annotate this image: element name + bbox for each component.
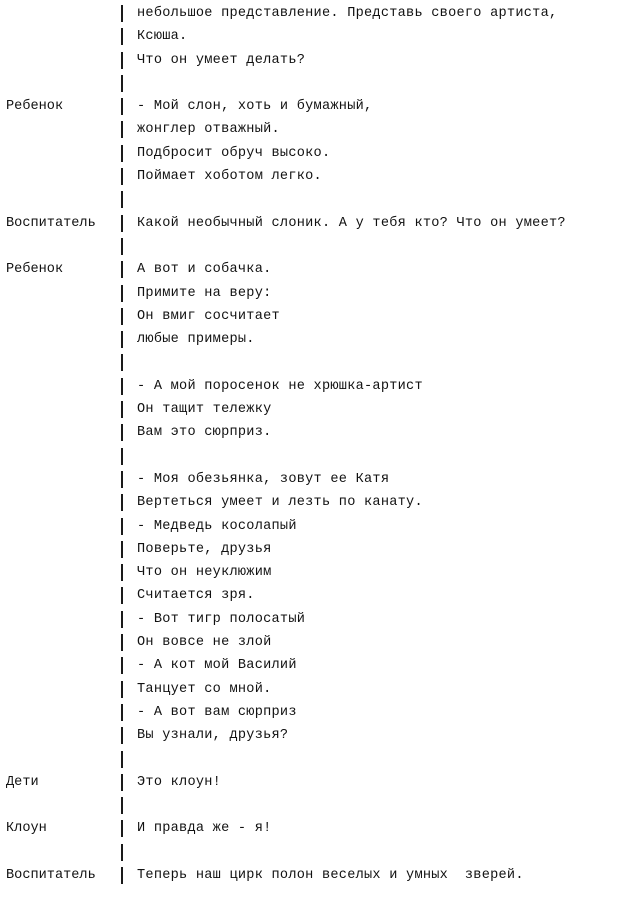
script-line: [0, 72, 624, 95]
speaker-label: Ребенок: [6, 99, 64, 115]
column-divider: [121, 844, 123, 861]
line-text: Вы узнали, друзья?: [137, 728, 289, 744]
script-line: [0, 375, 624, 398]
line-text: Это клоун!: [137, 774, 222, 790]
column-divider: [121, 354, 123, 371]
column-divider: [121, 587, 123, 604]
line-text: И правда же - я!: [137, 821, 272, 837]
script-page: [0, 2, 624, 887]
column-divider: [121, 308, 123, 325]
script-line: [0, 421, 624, 444]
line-text: - Моя обезьянка, зовут ее Катя: [137, 471, 390, 487]
column-divider: [121, 424, 123, 441]
column-divider: [121, 145, 123, 162]
script-line: [0, 701, 624, 724]
script-line: [0, 235, 624, 258]
script-line: [0, 165, 624, 188]
speaker-label: Клоун: [6, 821, 47, 837]
line-text: Ксюша.: [137, 29, 188, 45]
line-text: небольшое представление. Представь своего артиста,: [137, 6, 558, 21]
line-text: Какой необычный слоник. А у тебя кто? Что он умеет?: [137, 215, 566, 231]
script-line: [0, 608, 624, 631]
script-line: [0, 724, 624, 747]
script-line: [0, 25, 624, 48]
script-line: [0, 631, 624, 654]
script-line: [0, 328, 624, 351]
script-line: [0, 584, 624, 607]
column-divider: [121, 820, 123, 837]
line-text: Считается зря.: [137, 588, 255, 604]
column-divider: [121, 75, 123, 92]
column-divider: [121, 52, 123, 69]
column-divider: [121, 215, 123, 232]
column-divider: [121, 867, 123, 884]
line-text: Что он умеет делать?: [137, 52, 306, 68]
line-text: любые примеры.: [137, 332, 255, 348]
script-line: [0, 351, 624, 374]
column-divider: [121, 378, 123, 395]
line-text: Вертеться умеет и лезть по канату.: [137, 495, 423, 511]
speaker-label: Воспитатель: [6, 215, 96, 231]
line-text: Поверьте, друзья: [137, 541, 272, 557]
column-divider: [121, 121, 123, 138]
script-line: [0, 678, 624, 701]
column-divider: [121, 657, 123, 674]
script-line: [0, 468, 624, 491]
speaker-label: Воспитатель: [6, 867, 96, 883]
script-line: [0, 305, 624, 328]
script-line: [0, 841, 624, 864]
line-text: Танцует со мной.: [137, 681, 272, 697]
line-text: жонглер отважный.: [137, 122, 280, 138]
script-line: [0, 748, 624, 771]
column-divider: [121, 797, 123, 814]
line-text: - А кот мой Василий: [137, 658, 297, 674]
line-text: - А мой поросенок не хрюшка-артист: [137, 378, 423, 394]
column-divider: [121, 727, 123, 744]
script-line: [0, 212, 624, 235]
column-divider: [121, 331, 123, 348]
column-divider: [121, 261, 123, 278]
column-divider: [121, 168, 123, 185]
column-divider: [121, 285, 123, 302]
script-line: [0, 282, 624, 305]
column-divider: [121, 191, 123, 208]
column-divider: [121, 634, 123, 651]
column-divider: [121, 5, 123, 22]
line-text: Он вовсе не злой: [137, 635, 272, 651]
speaker-label: Дети: [6, 774, 39, 790]
line-text: Примите на веру:: [137, 285, 272, 301]
line-text: Он тащит тележку: [137, 402, 272, 418]
line-text: Что он неуклюжим: [137, 565, 272, 581]
script-line: [0, 398, 624, 421]
column-divider: [121, 471, 123, 488]
script-line: [0, 2, 624, 25]
script-line: [0, 794, 624, 817]
script-line: [0, 142, 624, 165]
line-text: А вот и собачка.: [137, 262, 272, 278]
script-line: [0, 188, 624, 211]
speaker-label: Ребенок: [6, 262, 64, 278]
script-line: [0, 445, 624, 468]
column-divider: [121, 494, 123, 511]
column-divider: [121, 774, 123, 791]
line-text: - Медведь косолапый: [137, 518, 297, 534]
line-text: Теперь наш цирк полон веселых и умных зверей.: [137, 867, 524, 883]
script-line: [0, 654, 624, 677]
script-line: [0, 95, 624, 118]
column-divider: [121, 448, 123, 465]
line-text: Подбросит обруч высоко.: [137, 145, 331, 161]
script-line: [0, 561, 624, 584]
script-line: [0, 118, 624, 141]
line-text: - Вот тигр полосатый: [137, 611, 306, 627]
column-divider: [121, 751, 123, 768]
line-text: Он вмиг сосчитает: [137, 308, 280, 324]
script-line: [0, 515, 624, 538]
column-divider: [121, 611, 123, 628]
script-line: [0, 49, 624, 72]
line-text: - Мой слон, хоть и бумажный,: [137, 99, 373, 115]
column-divider: [121, 704, 123, 721]
line-text: - А вот вам сюрприз: [137, 704, 297, 720]
script-line: [0, 258, 624, 281]
script-line: [0, 864, 624, 887]
column-divider: [121, 564, 123, 581]
script-line: [0, 771, 624, 794]
column-divider: [121, 681, 123, 698]
column-divider: [121, 541, 123, 558]
script-line: [0, 817, 624, 840]
column-divider: [121, 28, 123, 45]
column-divider: [121, 401, 123, 418]
line-text: Вам это сюрприз.: [137, 425, 272, 441]
column-divider: [121, 238, 123, 255]
column-divider: [121, 98, 123, 115]
script-line: [0, 538, 624, 561]
script-line: [0, 491, 624, 514]
line-text: Поймает хоботом легко.: [137, 169, 322, 185]
column-divider: [121, 518, 123, 535]
